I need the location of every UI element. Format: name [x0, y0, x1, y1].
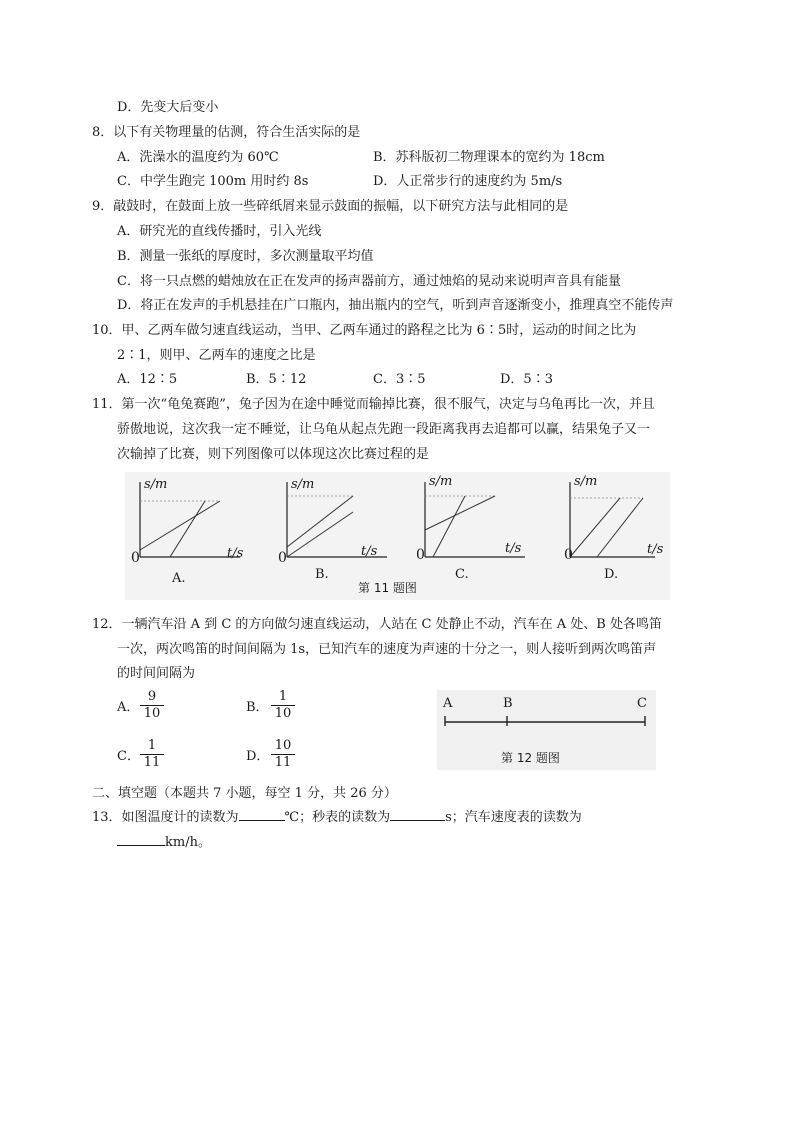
q12-option-a-label: A． — [117, 700, 140, 715]
q11-graph-b-origin: 0 — [278, 550, 287, 566]
q13-line2 — [117, 834, 211, 852]
q11-graph-d — [570, 482, 655, 557]
q12-point-c-label: C — [637, 696, 647, 711]
q12-option-b-label: B． — [246, 700, 269, 715]
q12-option-a-denominator: 10 — [140, 705, 164, 722]
q12-option-b-fraction — [271, 689, 295, 722]
q13-speedometer-blank[interactable] — [117, 845, 165, 846]
q11-graph-a-label: A. — [172, 571, 186, 586]
q13-line1 — [92, 809, 582, 827]
q10-option-b: B．5∶12 — [246, 372, 307, 387]
q11-graph-c-ylabel: s/m — [429, 474, 453, 489]
q11-graph-a-origin: 0 — [131, 550, 140, 566]
q12-point-b-label: B — [503, 696, 513, 711]
q9-option-d: D．将正在发声的手机悬挂在广口瓶内，抽出瓶内的空气，听到声音逐渐变小，推理真空不能传声 — [117, 298, 674, 313]
q12-option-b-denominator: 10 — [271, 705, 295, 722]
section2-heading: 二、填空题（本题共 7 小题，每空 1 分，共 26 分） — [92, 786, 397, 801]
q12-option-b-numerator: 1 — [278, 689, 288, 704]
q12-point-a-label: A — [443, 696, 453, 711]
q11-stem-line3: 次输掉了比赛，则下列图像可以体现这次比赛过程的是 — [117, 447, 430, 462]
q10-option-a: A．12∶5 — [117, 372, 178, 387]
q13-part1: 13．如图温度计的读数为 — [92, 810, 239, 825]
q11-graph-b-xlabel: t/s — [361, 544, 378, 559]
q11-graph-b-label: B. — [315, 567, 329, 582]
q12-option-d-label: D． — [246, 749, 270, 764]
q10-option-c: C．3∶5 — [373, 372, 426, 387]
q8-stem: 8．以下有关物理量的估测，符合生活实际的是 — [92, 125, 361, 140]
q9-option-a: A．研究光的直线传播时，引入光线 — [117, 224, 322, 239]
q11-graph-b-ylabel: s/m — [291, 477, 315, 492]
q11-stem-line2: 骄傲地说，这次我一定不睡觉，让乌龟从起点先跑一段距离我再去追都可以赢，结果兔子又一 — [117, 422, 651, 437]
q12-option-d-fraction — [271, 738, 295, 771]
q11-graph-d-ylabel: s/m — [574, 474, 598, 489]
q11-graph-c-label: C. — [455, 567, 469, 582]
q8-option-a: A．洗澡水的温度约为 60℃ — [117, 150, 279, 165]
q12-option-a-fraction — [140, 689, 164, 722]
q9-stem: 9．敲鼓时，在鼓面上放一些碎纸屑来显示鼓面的振幅，以下研究方法与此相同的是 — [92, 199, 569, 214]
q12-stem-line3: 的时间间隔为 — [117, 666, 196, 681]
q11-graph-c-xlabel: t/s — [505, 541, 522, 556]
q11-stem-line1: 11．第一次“龟兔赛跑”，兔子因为在途中睡觉而输掉比赛，很不服气，决定与乌龟再比一次，并且 — [92, 397, 655, 412]
q10-stem-line2: 2∶1，则甲、乙两车的速度之比是 — [117, 348, 316, 363]
q11-graph-a-ylabel: s/m — [144, 477, 168, 492]
q13-part2: ℃；秒表的读数为 — [284, 810, 391, 825]
q10-stem-line1: 10．甲、乙两车做匀速直线运动，当甲、乙两车通过的路程之比为 6∶5时，运动的时间之比为 — [92, 323, 637, 338]
q9-option-b: B．测量一张纸的厚度时，多次测量取平均值 — [117, 249, 374, 264]
q13-part3: s；汽车速度表的读数为 — [445, 810, 582, 825]
q12-stem-line2: 一次，两次鸣笛的时间间隔为 1s，已知汽车的速度为声速的十分之一，则人接听到两次鸣笛声 — [117, 642, 657, 657]
q12-option-d-denominator: 11 — [271, 754, 295, 771]
q11-graph-d-label: D. — [604, 567, 619, 582]
q13-stopwatch-blank[interactable] — [390, 820, 445, 821]
q12-option-c-fraction — [140, 738, 164, 771]
q8-option-b: B．苏科版初二物理课本的宽约为 18cm — [373, 150, 605, 165]
q11-graph-a-xlabel: t/s — [227, 546, 244, 561]
q12-figure-caption: 第 12 题图 — [501, 751, 560, 765]
q12-option-d-numerator: 10 — [274, 738, 292, 753]
q10-option-d: D．5∶3 — [500, 372, 553, 387]
q12-option-c-label: C． — [117, 749, 140, 764]
q8-option-d: D．人正常步行的速度约为 5m/s — [373, 174, 563, 189]
q8-option-c: C．中学生跑完 100m 用时约 8s — [117, 174, 309, 189]
q11-graph-d-xlabel: t/s — [647, 542, 664, 557]
q7-option-d: D．先变大后变小 — [117, 100, 219, 115]
q11-graph-c-origin: 0 — [416, 547, 425, 563]
q12-option-a-numerator: 9 — [147, 689, 157, 704]
q12-option-c-denominator: 11 — [140, 754, 164, 771]
q13-thermometer-blank[interactable] — [239, 820, 285, 821]
q11-graph-d-origin: 0 — [564, 547, 573, 563]
q12-option-c-numerator: 1 — [147, 738, 157, 753]
q13-part4: km/h。 — [165, 835, 211, 850]
q12-stem-line1: 12．一辆汽车沿 A 到 C 的方向做匀速直线运动，人站在 C 处静止不动，汽车在 A 处、B 处各鸣笛 — [92, 617, 662, 632]
q11-figure-caption: 第 11 题图 — [358, 581, 417, 595]
q9-option-c: C．将一只点燃的蜡烛放在正在发声的扬声器前方，通过烛焰的晃动来说明声音具有能量 — [117, 274, 621, 289]
